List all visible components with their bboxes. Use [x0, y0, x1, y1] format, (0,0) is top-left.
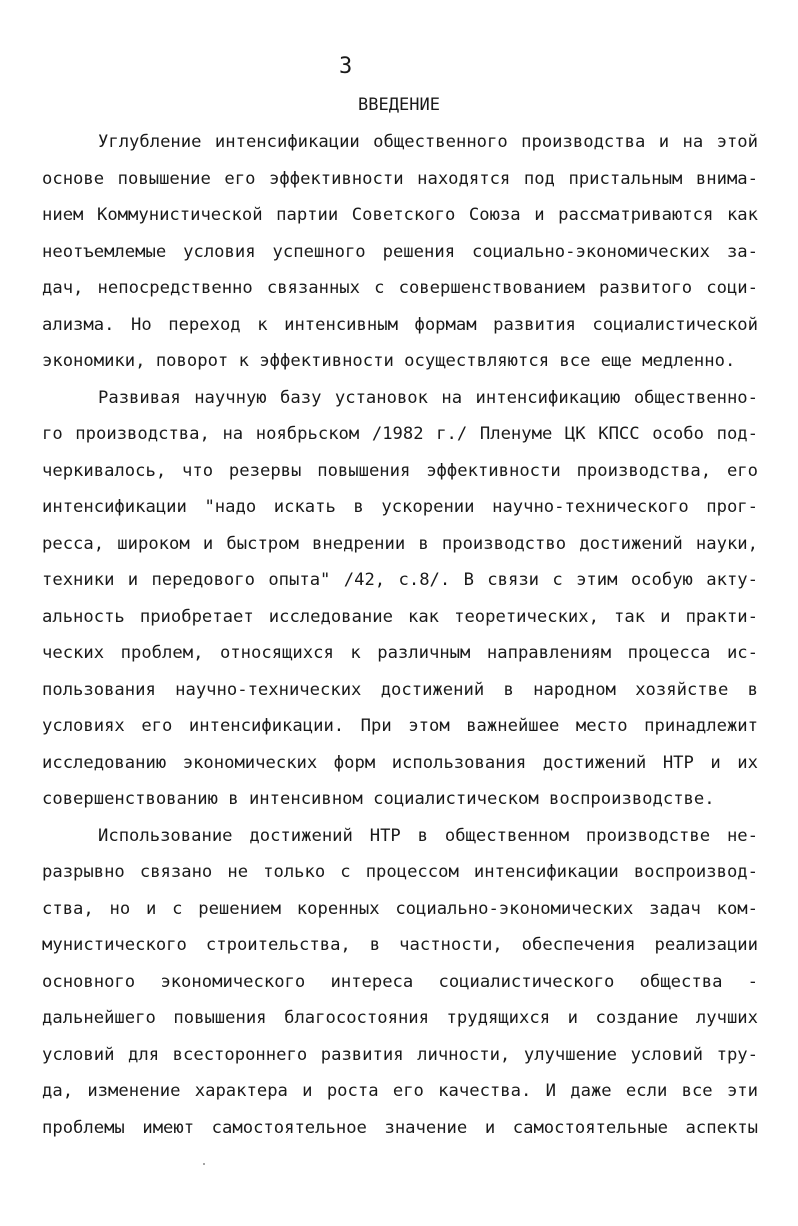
text-line: черкивалось, что резервы повышения эффективности производства, его: [42, 460, 758, 481]
text-line: разрывно связано не только с процессом интенсификации воспроизвод-: [42, 862, 758, 882]
text-line: проблемы имеют самостоятельное значение и самостоятельные аспекты: [42, 1117, 758, 1138]
text-line: совершенствованию в интенсивном социалистическом воспроизводстве.: [42, 789, 715, 809]
body-text: [42, 124, 758, 1146]
text-line: основного экономического интереса социалистического общества -: [42, 971, 758, 992]
text-line: нием Коммунистической партии Советского Союза и рассматриваются как: [42, 205, 758, 225]
text-line: Углубление интенсификации общественного производства и на этой: [98, 132, 758, 152]
text-line: ства, но и с решением коренных социально-экономических задач ком-: [42, 898, 758, 919]
text-line: исследованию экономических форм использования достижений НТР и их: [42, 752, 758, 773]
text-line: интенсификации "надо искать в ускорении научно-технического прог-: [42, 497, 758, 517]
text-line: го производства, на ноябрьском /1982 г./ Пленуме ЦК КПСС особо под-: [42, 424, 758, 444]
text-line: Развивая научную базу установок на интенсификацию общественно-: [98, 387, 758, 408]
text-line: условиях его интенсификации. При этом важнейшее место принадлежит: [42, 716, 758, 736]
text-line: ческих проблем, относящихся к различным направлениям процесса ис-: [42, 643, 758, 663]
text-line: Использование достижений НТР в общественном производстве не-: [98, 825, 758, 846]
text-line: основе повышение его эффективности находятся под пристальным внима-: [42, 168, 758, 189]
text-line: дач, непосредственно связанных с совершенствованием развитого соци-: [42, 278, 758, 298]
section-title: ВВЕДЕНИЕ: [358, 95, 440, 115]
text-line: экономики, поворот к эффективности осуществляются все еще медленно.: [42, 351, 736, 371]
text-line: дальнейшего повышения благосостояния трудящихся и создание лучших: [42, 1008, 758, 1028]
text-line: мунистического строительства, в частности, обеспечения реализации: [42, 935, 758, 955]
text-line: альность приобретает исследование как теоретических, так и практи-: [42, 606, 758, 627]
text-line: неотъемлемые условия успешного решения социально-экономических за-: [42, 241, 758, 262]
text-line: ресса, широком и быстром внедрении в производство достижений науки,: [42, 533, 758, 554]
text-line: техники и передового опыта" /42, с.8/. В связи с этим особую акту-: [42, 570, 758, 590]
text-line: да, изменение характера и роста его качества. И даже если все эти: [42, 1081, 758, 1101]
text-line: условий для всестороннего развития личности, улучшение условий тру-: [42, 1044, 758, 1065]
text-line: пользования научно-технических достижений в народном хозяйстве в: [42, 679, 758, 700]
page-number: 3: [339, 54, 353, 79]
text-line: ализма. Но переход к интенсивным формам развития социалистической: [42, 314, 758, 335]
scan-speck: [203, 1163, 205, 1165]
